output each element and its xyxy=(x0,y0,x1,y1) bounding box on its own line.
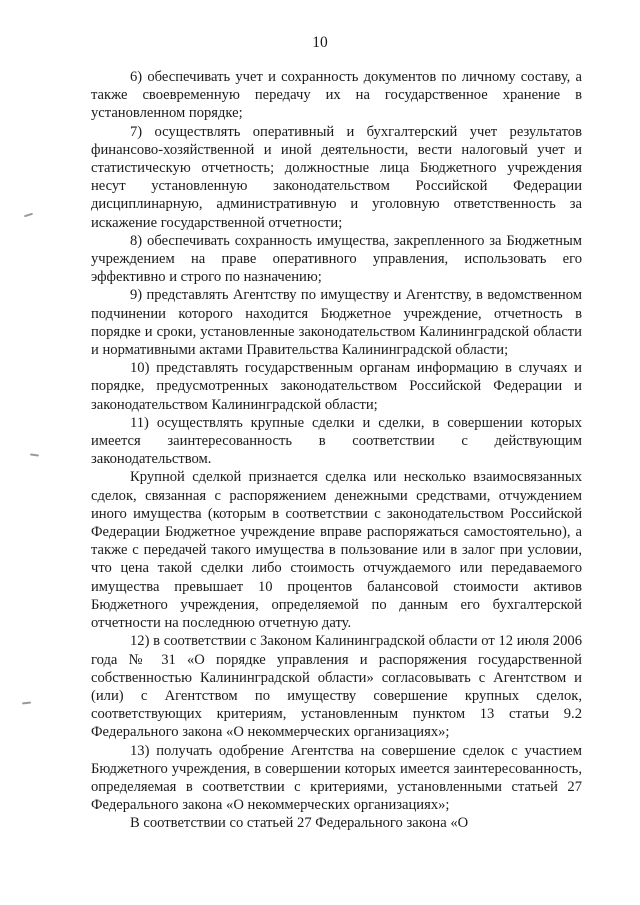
paragraph-item-11: 11) осуществлять крупные сделки и сделки, в совершении которых имеется заинтересованность в соответствии с действующим законодательством. xyxy=(91,414,582,468)
scan-margin-mark xyxy=(22,702,31,705)
paragraph-item-12: 12) в соответствии с Законом Калининградской области от 12 июля 2006 года № 31 «О порядке управления и распоряжения государственной собственностью Калининградской области» согласовывать с Агентством и (или) с Агентством по имуществу совершение крупных сделок, соответствующих критериям, установленным пунктом 13 статьи 9.2 Федерального закона «О некоммерческих организациях»; xyxy=(91,633,582,741)
scan-margin-mark xyxy=(30,453,39,456)
paragraph-item-9: 9) представлять Агентству по имуществу и Агентству, в ведомственном подчинении которого находится Бюджетное учреждение, отчетность в порядке и сроки, установленные законодательством Калининградской области и нормативными актами Правительства Калининградской области; xyxy=(91,287,582,359)
scan-margin-mark xyxy=(24,213,33,218)
document-body xyxy=(91,68,582,833)
paragraph-continuation: В соответствии со статьей 27 Федерального закона «О xyxy=(130,815,469,832)
paragraph-item-6: 6) обеспечивать учет и сохранность документов по личному составу, а также своевременную передачу их на государственное хранение в установленном порядке; xyxy=(91,69,582,122)
paragraph-item-10: 10) представлять государственным органам информацию в случаях и порядке, предусмотренных законодательством Российской Федерации и законодательством Калининградской области; xyxy=(91,360,582,413)
paragraph-major-deal-definition: Крупной сделкой признается сделка или несколько взаимосвязанных сделок, связанная с распоряжением денежными средствами, отчуждением иного имущества (которым в соответствии с законодательством Российской Федерации Бюджетное учреждение вправе распоряжаться самостоятельно), а также с передачей такого имущества в пользование или в залог при условии, что цена такой сделки либо стоимость отчуждаемого или передаваемого имущества превышает 10 процентов балансовой стоимости активов Бюджетного учреждения, определяемой по данным его бухгалтерской отчетности на последнюю отчетную дату. xyxy=(91,469,582,632)
paragraph-item-8: 8) обеспечивать сохранность имущества, закрепленного за Бюджетным учреждением на праве оперативного управления, использовать его эффективно и строго по назначению; xyxy=(91,232,582,286)
paragraph-item-7: 7) осуществлять оперативный и бухгалтерский учет результатов финансово-хозяйственной и иной деятельности, вести налоговый учет и статистическую отчетность; должностные лица Бюджетного учреждения несут установленную законодательством Российской Федерации дисциплинарную, административную и уголовную ответственность за искажение государственной отчетности; xyxy=(91,123,582,231)
page-number: 10 xyxy=(312,34,328,51)
paragraph-item-13: 13) получать одобрение Агентства на совершение сделок с участием Бюджетного учреждения, в совершении которых имеется заинтересованность, определяемая в соответствии с критериями, установленными статьей 27 Федерального закона «О некоммерческих организациях»; xyxy=(91,742,582,814)
